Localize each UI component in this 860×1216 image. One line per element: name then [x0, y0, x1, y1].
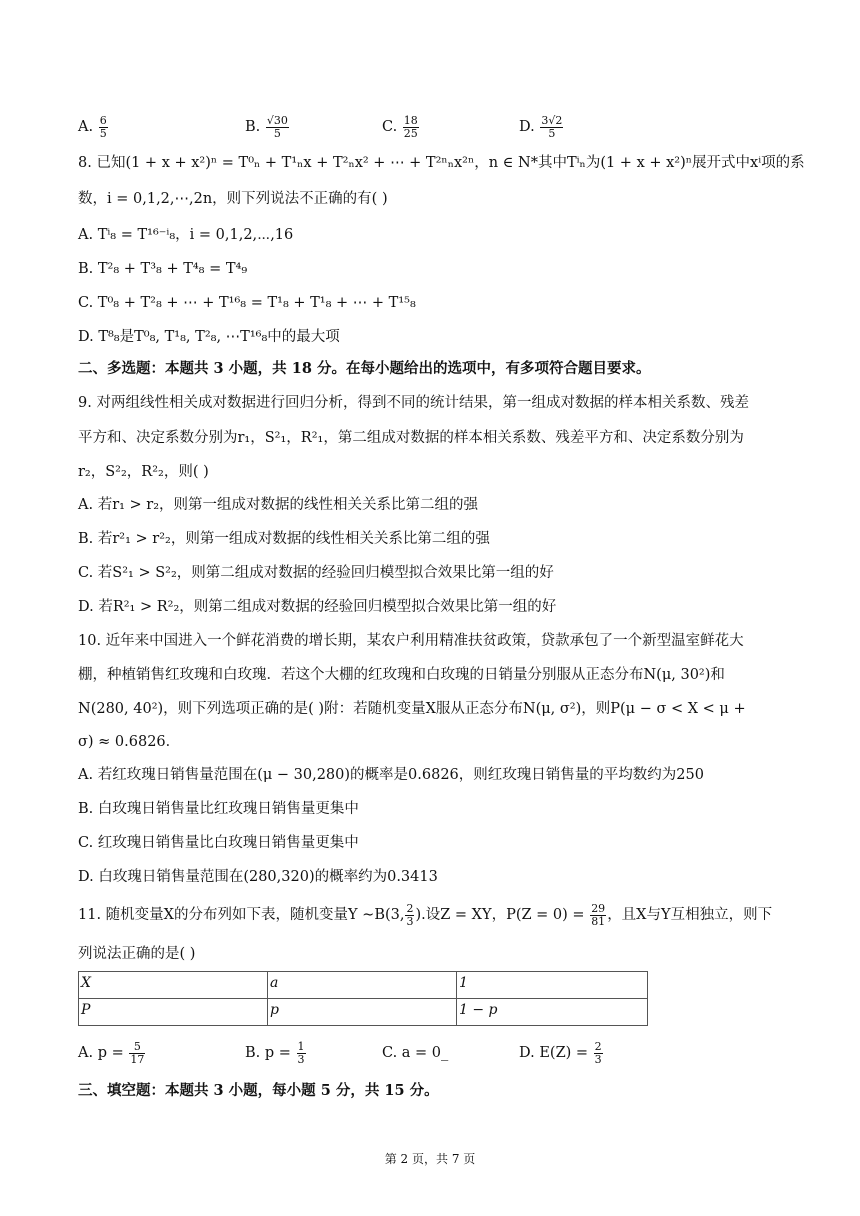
q10-stem-line-1: 10. 近年来中国进入一个鲜花消费的增长期，某农户利用精准扶贫政策，贷款承包了一个新型温室鲜花大: [78, 633, 744, 649]
table-cell: 1: [457, 972, 648, 999]
q9-option-d: D. 若R²₁ > R²₂，则第二组成对数据的经验回归模型拟合效果比第一组的好: [78, 599, 557, 615]
denominator: 3: [594, 1052, 602, 1066]
numerator: 29: [591, 901, 606, 915]
denominator: 3: [297, 1052, 305, 1066]
numerator: 2: [406, 901, 414, 915]
numerator: 6: [99, 113, 107, 127]
table-cell: a: [268, 972, 457, 999]
q11-option-d: [519, 1038, 604, 1068]
numerator: 3√2: [541, 113, 563, 127]
q10-stem-line-3: N(280, 40²)，则下列选项正确的是( )附：若随机变量X服从正态分布N(μ, σ²)，则P(μ − σ < X < μ +: [78, 701, 746, 717]
section-3-title: 三、填空题：本题共 3 小题，每小题 5 分，共 15 分。: [78, 1082, 439, 1099]
q7-option-a: [78, 112, 109, 142]
q8-stem-line-1: 8. 已知(1 + x + x²)ⁿ = T⁰ₙ + T¹ₙx + T²ₙx² + ⋯ + T²ⁿₙx²ⁿ，n ∈ N*其中Tⁱₙ为(1 + x + x²)ⁿ展开式中xⁱ项的系: [78, 155, 805, 171]
table-row: [79, 999, 648, 1026]
denominator: 5: [99, 126, 107, 140]
denominator: 5: [273, 126, 281, 140]
denominator: 81: [591, 914, 606, 928]
q9-option-a: A. 若r₁ > r₂，则第一组成对数据的线性相关关系比第二组的强: [78, 497, 479, 513]
fraction: [403, 115, 419, 140]
q10-stem-line-2: 棚，种植销售红玫瑰和白玫瑰．若这个大棚的红玫瑰和白玫瑰的日销量分别服从正态分布N(μ, 30²)和: [78, 667, 725, 683]
q11-options: [78, 1038, 798, 1068]
page-footer: 第 2 页，共 7 页: [384, 1152, 476, 1166]
option-label: B.: [245, 119, 261, 135]
option-text: B. p =: [245, 1045, 291, 1061]
q10-stem-line-4: σ) ≈ 0.6826．: [78, 734, 181, 750]
q7-option-b: [245, 112, 290, 142]
q8-option-a: A. Tⁱ₈ = T¹⁶⁻ⁱ₈，i = 0,1,2,⋯,16: [78, 227, 294, 243]
fraction: [540, 115, 563, 140]
fraction: [129, 1041, 145, 1066]
q10-option-c: C. 红玫瑰日销售量比白玫瑰日销售量更集中: [78, 835, 359, 851]
fraction: [297, 1041, 306, 1066]
q10-option-d: D. 白玫瑰日销售量范围在(280,320)的概率约为0.3413: [78, 869, 438, 885]
q11-stem-mid: ).设Z = XY，P(Z = 0) =: [415, 907, 585, 923]
fraction: [99, 115, 108, 140]
table-cell: P: [79, 999, 268, 1026]
q9-option-b: B. 若r²₁ > r²₂，则第一组成对数据的线性相关关系比第二组的强: [78, 531, 490, 547]
numerator: √30: [266, 113, 288, 127]
fraction: [594, 1041, 603, 1066]
option-text: D. E(Z) =: [519, 1045, 589, 1061]
q7-option-d: [519, 112, 564, 142]
q9-stem-line-3: r₂，S²₂，R²₂，则( ): [78, 464, 209, 480]
table-cell: p: [268, 999, 457, 1026]
numerator: 2: [594, 1039, 602, 1053]
denominator: 25: [403, 126, 418, 140]
q8-stem-line-2: 数，i = 0,1,2,⋯,2n，则下列说法不正确的有( ): [78, 191, 388, 207]
section-2-title: 二、多选题：本题共 3 小题，共 18 分。在每小题给出的选项中，有多项符合题目要求。: [78, 360, 651, 377]
q11-stem-line-1: [78, 899, 800, 931]
numerator: 5: [129, 1041, 145, 1054]
fraction: [590, 903, 606, 928]
q11-option-a: [78, 1038, 146, 1068]
q9-stem-line-1: 9. 对两组线性相关成对数据进行回归分析，得到不同的统计结果，第一组成对数据的样本相关系数、残差: [78, 395, 749, 411]
numerator: 1: [297, 1039, 305, 1053]
denominator: 17: [130, 1052, 145, 1066]
fraction: [405, 903, 414, 928]
fraction: [266, 115, 289, 140]
q11-stem-pre: 11. 随机变量X的分布列如下表，随机变量Y ∼B(3,: [78, 907, 405, 923]
q11-option-c: C. a = 0_: [382, 1045, 449, 1061]
q11-stem-line-2: 列说法正确的是( ): [78, 946, 196, 962]
table-cell: X: [79, 972, 268, 999]
table-row: [79, 972, 648, 999]
q10-option-b: B. 白玫瑰日销售量比红玫瑰日销售量更集中: [78, 801, 359, 817]
option-label: D.: [519, 119, 535, 135]
option-text: A. p =: [78, 1045, 124, 1061]
q7-options: [78, 112, 798, 142]
option-label: C.: [382, 119, 398, 135]
q7-option-c: [382, 112, 420, 142]
q11-option-b: [245, 1038, 307, 1068]
q8-option-d: D. T⁸₈是T⁰₈, T¹₈, T²₈, ⋯T¹⁶₈中的最大项: [78, 329, 340, 345]
distribution-table: [78, 971, 648, 1026]
q8-option-b: B. T²₈ + T³₈ + T⁴₈ = T⁴₉: [78, 261, 248, 277]
q9-stem-line-2: 平方和、决定系数分别为r₁，S²₁，R²₁，第二组成对数据的样本相关系数、残差平方和、决定系数分别为: [78, 430, 744, 446]
numerator: 18: [403, 113, 418, 127]
q10-option-a: A. 若红玫瑰日销售量范围在(μ − 30,280)的概率是0.6826，则红玫瑰日销售量的平均数约为250: [78, 767, 704, 783]
table-cell: 1 − p: [457, 999, 648, 1026]
denominator: 5: [548, 126, 556, 140]
q8-option-c: C. T⁰₈ + T²₈ + ⋯ + T¹⁶₈ = T¹₈ + T¹₈ + ⋯ + T¹⁵₈: [78, 295, 416, 311]
q11-stem-post: ，且X与Y互相独立，则下: [607, 907, 773, 923]
option-label: A.: [78, 119, 94, 135]
q9-option-c: C. 若S²₁ > S²₂，则第二组成对数据的经验回归模型拟合效果比第一组的好: [78, 565, 554, 581]
denominator: 3: [406, 914, 414, 928]
